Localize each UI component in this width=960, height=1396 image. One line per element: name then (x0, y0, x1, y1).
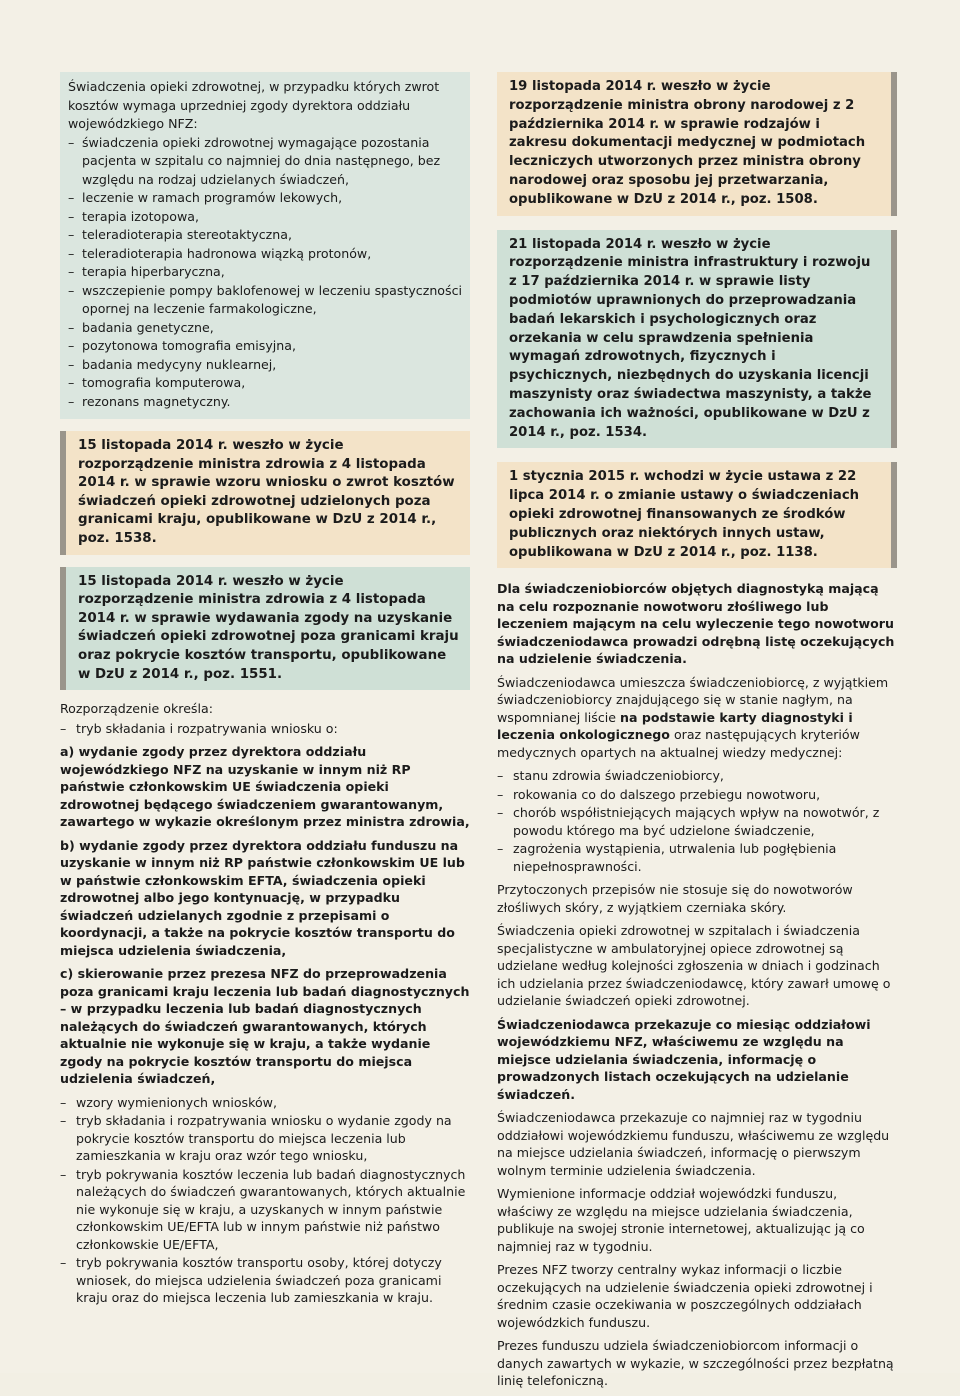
list-item: – stanu zdrowia świadczeniobiorcy, (497, 767, 897, 785)
announcement-text: 19 listopada 2014 r. weszło w życie rozporządzenie ministra obrony narodowej z 2 października 2014 r. w sprawie rodzajów i zakresu dokumentacji medycznej w podmiotach leczniczych utworzonych przez ministra obrony narodowej oraz sposobu jej przetwarzania, opublikowane w DzU z 2014 r., poz. 1508. (509, 79, 866, 207)
central-register-para: Prezes NFZ tworzy centralny wykaz informacji o liczbie oczekujących na udzielenie świadczenia opieki zdrowotnej i średnim czasie oczekiwania w poszczególnych oddziałach wojewódzkich funduszu. (497, 1262, 873, 1330)
list-item: – badania genetyczne, (68, 319, 462, 338)
criteria-list (497, 767, 897, 875)
regulation-intro: Rozporządzenie określa: (60, 701, 213, 717)
announcement-text: 1 stycznia 2015 r. wchodzi w życie ustawa z 22 lipca 2014 r. o zmianie ustawy o świadczeniach opieki zdrowotnej finansowanych ze środków publicznych oraz niektórych innych ustaw, opublikowana w DzU z 2014 r., poz. 1138. (509, 469, 860, 560)
list-item: – badania medycyny nuklearnej, (68, 356, 462, 375)
announcement-1138 (497, 462, 897, 568)
list-item: – tryb pokrywania kosztów transportu osoby, której dotyczy wniosek, do miejsca udzielenia świadczeń poza granicami kraju oraz do miejsca leczenia lub zamieszkania w kraju. (60, 1254, 470, 1307)
list-item: – teleradioterapia hadronowa wiązką protonów, (68, 245, 462, 264)
para-text: oraz następujących kryteriów medycznych opartych na aktualnej wiedzy medycznej: (497, 727, 860, 760)
announcement-1538 (60, 431, 470, 555)
prior-approval-list (68, 134, 462, 412)
para-text: Świadczeniodawca umieszcza świadczeniobiorcę, z wyjątkiem świadczeniobiorcy znajdującego się w stanie nagłym, na wspomnianej liście (497, 674, 889, 725)
regulation-tail-list (60, 1094, 470, 1307)
announcement-text: 21 listopada 2014 r. weszło w życie rozporządzenie ministra infrastruktury i rozwoju z 17 października 2014 r. w sprawie listy podmiotów uprawnionych do przeprowadzania badań lekarskich i psychologicznych oraz orzekania w celu sprawdzenia spełnienia wymagań zdrowotnych, fizycznych i psychicznych, niezbędnych do uzyskania licencji maszynisty oraz świadectwa maszynisty, a także zachowania ich ważności, opublikowane w DzU z 2014 r., poz. 1534. (509, 236, 872, 440)
list-item: – terapia izotopowa, (68, 208, 462, 227)
list-item: – leczenie w ramach programów lekowych, (68, 189, 462, 208)
monthly-report-para: Świadczeniodawca przekazuje co miesiąc oddziałowi wojewódzkiemu NFZ, właściwemu ze względu na miejsce udzielania świadczenia, informację o prowadzonych listach oczekujących na udzielanie świadczeń. (497, 1016, 871, 1102)
point-b: b) wydanie zgody przez dyrektora oddziału funduszu na uzyskanie w innym niż RP państwie członkowskim UE lub w państwie członkowskim EFTA, świadczenia opieki zdrowotnej albo jego kontynuację, w przypadku świadczeń udzielanych zgodnie z przepisami o koordynacji, a także na pokrycie kosztów transportu do miejsca udzielenia świadczenia, (60, 837, 465, 958)
right-column (497, 72, 897, 1396)
para-text-bold: na podstawie karty diagnostyki i leczenia onkologicznego (497, 709, 853, 743)
skin-cancer-para: Przytoczonych przepisów nie stosuje się do nowotworów złośliwych skóry, z wyjątkiem czerniaka skóry. (497, 882, 853, 915)
list-item: – wszczepienie pompy baklofenowej w leczeniu spastyczności opornej na leczenie farmakologiczne, (68, 282, 462, 319)
list-item: – terapia hiperbaryczna, (68, 263, 462, 282)
list-item: – teleradioterapia stereotaktyczna, (68, 226, 462, 245)
announcement-1508 (497, 72, 897, 216)
oncology-list-para: Dla świadczeniobiorców objętych diagnostyką mającą na celu rozpoznanie nowotworu złośliwego lub leczeniem mającym na celu wyleczenie tego nowotworu świadczeniodawca prowadzi odrębną listę oczekujących na udzielenie świadczenia. (497, 581, 895, 667)
list-item: – tryb składania i rozpatrywania wniosku o wydanie zgody na pokrycie kosztów transportu do miejsca leczenia lub zamieszkania w kraju oraz wzór tego wniosku, (60, 1112, 470, 1165)
announcement-text: 15 listopada 2014 r. weszło w życie rozporządzenie ministra zdrowia z 4 listopada 2014 r. w sprawie wzoru wniosku o zwrot kosztów świadczeń opieki zdrowotnej udzielonych poza granicami kraju, opublikowane w DzU z 2014 r., poz. 1538. (78, 438, 455, 546)
prior-approval-intro: Świadczenia opieki zdrowotnej, w przypadku których zwrot kosztów wymaga uprzedniej zgody dyrektora oddziału wojewódzkiego NFZ: (68, 79, 440, 131)
oncology-criteria-para (497, 674, 897, 762)
announcement-text: 15 listopada 2014 r. weszło w życie rozporządzenie ministra zdrowia z 4 listopada 2014 r. w sprawie wydawania zgody na uzyskanie świadczeń opieki zdrowotnej poza granicami kraju oraz pokrycie kosztów transportu, opublikowane w DzU z 2014 r., poz. 1551. (78, 573, 459, 682)
point-c: c) skierowanie przez prezesa NFZ do przeprowadzenia poza granicami kraju leczenia lub badań diagnostycznych – w przypadku leczenia lub badań diagnostycznych należących do świadczeń gwarantowanych, których aktualnie nie wykonuje się w kraju, a także wydanie zgody na pokrycie kosztów transportu do miejsca udzielenia świadczeń, (60, 966, 470, 1087)
regulation-body (60, 700, 470, 1307)
list-item: – tryb składania i rozpatrywania wniosku o: (60, 720, 470, 738)
list-item: – tomografia komputerowa, (68, 374, 462, 393)
list-item: – chorób współistniejących mających wpływ na nowotwór, z powodu którego ma być udzielone świadczenie, (497, 804, 897, 839)
list-item: – świadczenia opieki zdrowotnej wymagające pozostania pacjenta w szpitalu co najmniej do dnia następnego, bez względu na rodzaj udzielanych świadczeń, (68, 134, 462, 190)
weekly-report-para: Świadczeniodawca przekazuje co najmniej raz w tygodniu oddziałowi wojewódzkiemu funduszu, właściwemu ze względu na miejsce udzielania świadczeń, informację o pierwszym wolnym terminie udzielenia świadczenia. (497, 1110, 890, 1178)
list-item: – zagrożenia wystąpienia, utrwalenia lub pogłębienia niepełnosprawności. (497, 840, 897, 875)
point-a: a) wydanie zgody przez dyrektora oddziału wojewódzkiego NFZ na uzyskanie w innym niż RP państwie członkowskim UE świadczenia opieki zdrowotnej będącego świadczeniem gwarantowanym, zawartego w wykazie określonym przez ministra zdrowia, (60, 744, 470, 830)
announcement-1534 (497, 230, 897, 449)
list-item: – rokowania co do dalszego przebiegu nowotworu, (497, 786, 897, 804)
list-item: – tryb pokrywania kosztów leczenia lub badań diagnostycznych należących do świadczeń gwarantowanych, których aktualnie nie wykonuje się w kraju, a uzyskanych w innym państwie członkowskim UE/EFTA lub w innym państwie niż państwo członkowskie UE/EFTA, (60, 1166, 470, 1254)
list-item: – pozytonowa tomografia emisyjna, (68, 337, 462, 356)
regulation-list (60, 720, 470, 738)
left-column (60, 72, 470, 1313)
announcement-1551 (60, 567, 470, 691)
list-item: – rezonans magnetyczny. (68, 393, 462, 412)
oncology-body (497, 580, 897, 1390)
list-item: – wzory wymienionych wniosków, (60, 1094, 470, 1112)
publication-para: Wymienione informacje oddział wojewódzki funduszu, właściwy ze względu na miejsce udzielania świadczenia, publikuje na swojej stronie internetowej, aktualizując ją co najmniej raz w tygodniu. (497, 1186, 865, 1254)
hotline-para: Prezes funduszu udziela świadczeniobiorcom informacji o danych zawartych w wykazie, w szczególności przez bezpłatną linię telefoniczną. (497, 1338, 894, 1389)
prior-approval-box (60, 72, 470, 419)
order-para: Świadczenia opieki zdrowotnej w szpitalach i świadczenia specjalistyczne w ambulatoryjnej opiece zdrowotnej są udzielane według kolejności zgłoszenia w dniach i godzinach ich udzielania przez świadczeniodawcę, który zawarł umowę o udzielanie świadczeń opieki zdrowotnej. (497, 923, 891, 1009)
